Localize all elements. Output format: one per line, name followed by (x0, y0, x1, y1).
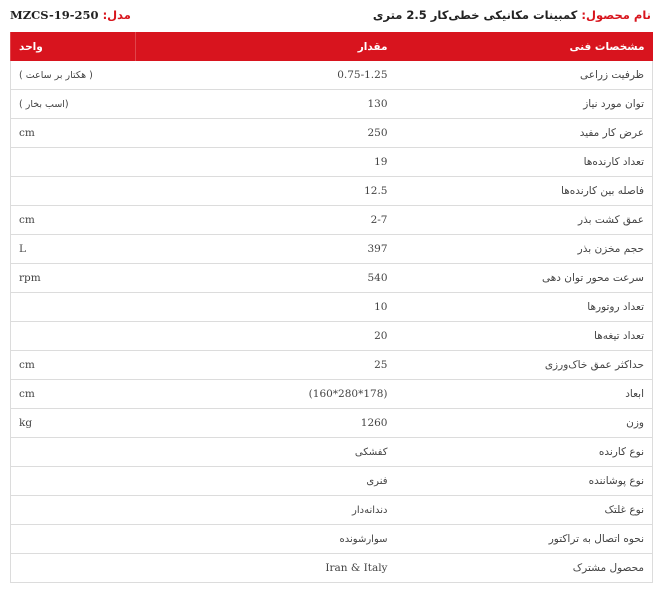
value-cell: کفشکی (136, 438, 396, 467)
value-cell: 130 (136, 90, 396, 119)
table-row (11, 235, 653, 264)
spec-name-cell: ظرفیت زراعی (396, 61, 653, 90)
value-cell: 25 (136, 351, 396, 380)
spec-name-cell: محصول مشترک (396, 554, 653, 583)
model-label: مدل: (102, 8, 131, 22)
unit-cell: kg (11, 409, 136, 438)
spec-name-cell: تعداد روتورها (396, 293, 653, 322)
unit-cell (11, 293, 136, 322)
value-cell: 250 (136, 119, 396, 148)
unit-cell: ( هکتار بر ساعت ) (11, 61, 136, 90)
table-row (11, 467, 653, 496)
table-row (11, 61, 653, 90)
unit-cell (11, 322, 136, 351)
unit-cell: cm (11, 351, 136, 380)
table-row (11, 148, 653, 177)
page-header (10, 6, 651, 28)
spec-name-cell: سرعت محور توان دهی (396, 264, 653, 293)
value-cell: دندانه‌دار (136, 496, 396, 525)
value-cell: 20 (136, 322, 396, 351)
unit-cell: cm (11, 119, 136, 148)
spec-name-cell: توان مورد نیاز (396, 90, 653, 119)
table-row (11, 409, 653, 438)
spec-name-cell: ابعاد (396, 380, 653, 409)
unit-cell (11, 148, 136, 177)
model-value: MZCS-19-250 (10, 8, 99, 22)
table-row (11, 351, 653, 380)
unit-cell: cm (11, 380, 136, 409)
product-title (373, 8, 651, 22)
header-value: مقدار (136, 32, 396, 61)
table-row (11, 206, 653, 235)
value-cell: 2-7 (136, 206, 396, 235)
header-spec: مشخصات فنی (396, 32, 653, 61)
spec-name-cell: نحوه اتصال به تراکتور (396, 525, 653, 554)
model-title (10, 8, 131, 22)
value-cell: 12.5 (136, 177, 396, 206)
unit-cell: cm (11, 206, 136, 235)
spec-table-body (11, 61, 653, 583)
unit-cell (11, 467, 136, 496)
header-unit: واحد (11, 32, 136, 61)
unit-cell: rpm (11, 264, 136, 293)
spec-table (10, 32, 653, 583)
value-cell: 1260 (136, 409, 396, 438)
value-cell: (160*280*178) (136, 380, 396, 409)
value-cell: 19 (136, 148, 396, 177)
table-row (11, 380, 653, 409)
spec-name-cell: عرض کار مفید (396, 119, 653, 148)
spec-name-cell: وزن (396, 409, 653, 438)
table-row (11, 438, 653, 467)
value-cell: 540 (136, 264, 396, 293)
unit-cell: L (11, 235, 136, 264)
table-row (11, 322, 653, 351)
unit-cell (11, 496, 136, 525)
table-row (11, 90, 653, 119)
spec-name-cell: فاصله بین کارنده‌ها (396, 177, 653, 206)
table-row (11, 177, 653, 206)
table-row (11, 264, 653, 293)
value-cell: سوارشونده (136, 525, 396, 554)
spec-name-cell: حجم مخزن بذر (396, 235, 653, 264)
spec-name-cell: نوع غلتک (396, 496, 653, 525)
value-cell: 10 (136, 293, 396, 322)
unit-cell (11, 438, 136, 467)
table-row (11, 554, 653, 583)
spec-name-cell: نوع پوشاننده (396, 467, 653, 496)
spec-name-cell: عمق کشت بذر (396, 206, 653, 235)
value-cell: Iran & Italy (136, 554, 396, 583)
unit-cell (11, 177, 136, 206)
value-cell: 397 (136, 235, 396, 264)
spec-name-cell: تعداد کارنده‌ها (396, 148, 653, 177)
spec-table-header (11, 32, 653, 61)
value-cell: فنری (136, 467, 396, 496)
spec-name-cell: حداکثر عمق خاک‌ورزی (396, 351, 653, 380)
table-row (11, 119, 653, 148)
spec-name-cell: نوع کارنده (396, 438, 653, 467)
table-row (11, 293, 653, 322)
unit-cell (11, 525, 136, 554)
unit-cell (11, 554, 136, 583)
product-label: نام محصول: (581, 8, 651, 22)
spec-name-cell: تعداد تیغه‌ها (396, 322, 653, 351)
product-name: کمبینات مکانیکی خطی‌کار 2.5 متری (372, 8, 578, 22)
table-row (11, 525, 653, 554)
table-row (11, 496, 653, 525)
unit-cell: (اسب بخار ) (11, 90, 136, 119)
value-cell: 0.75-1.25 (136, 61, 396, 90)
